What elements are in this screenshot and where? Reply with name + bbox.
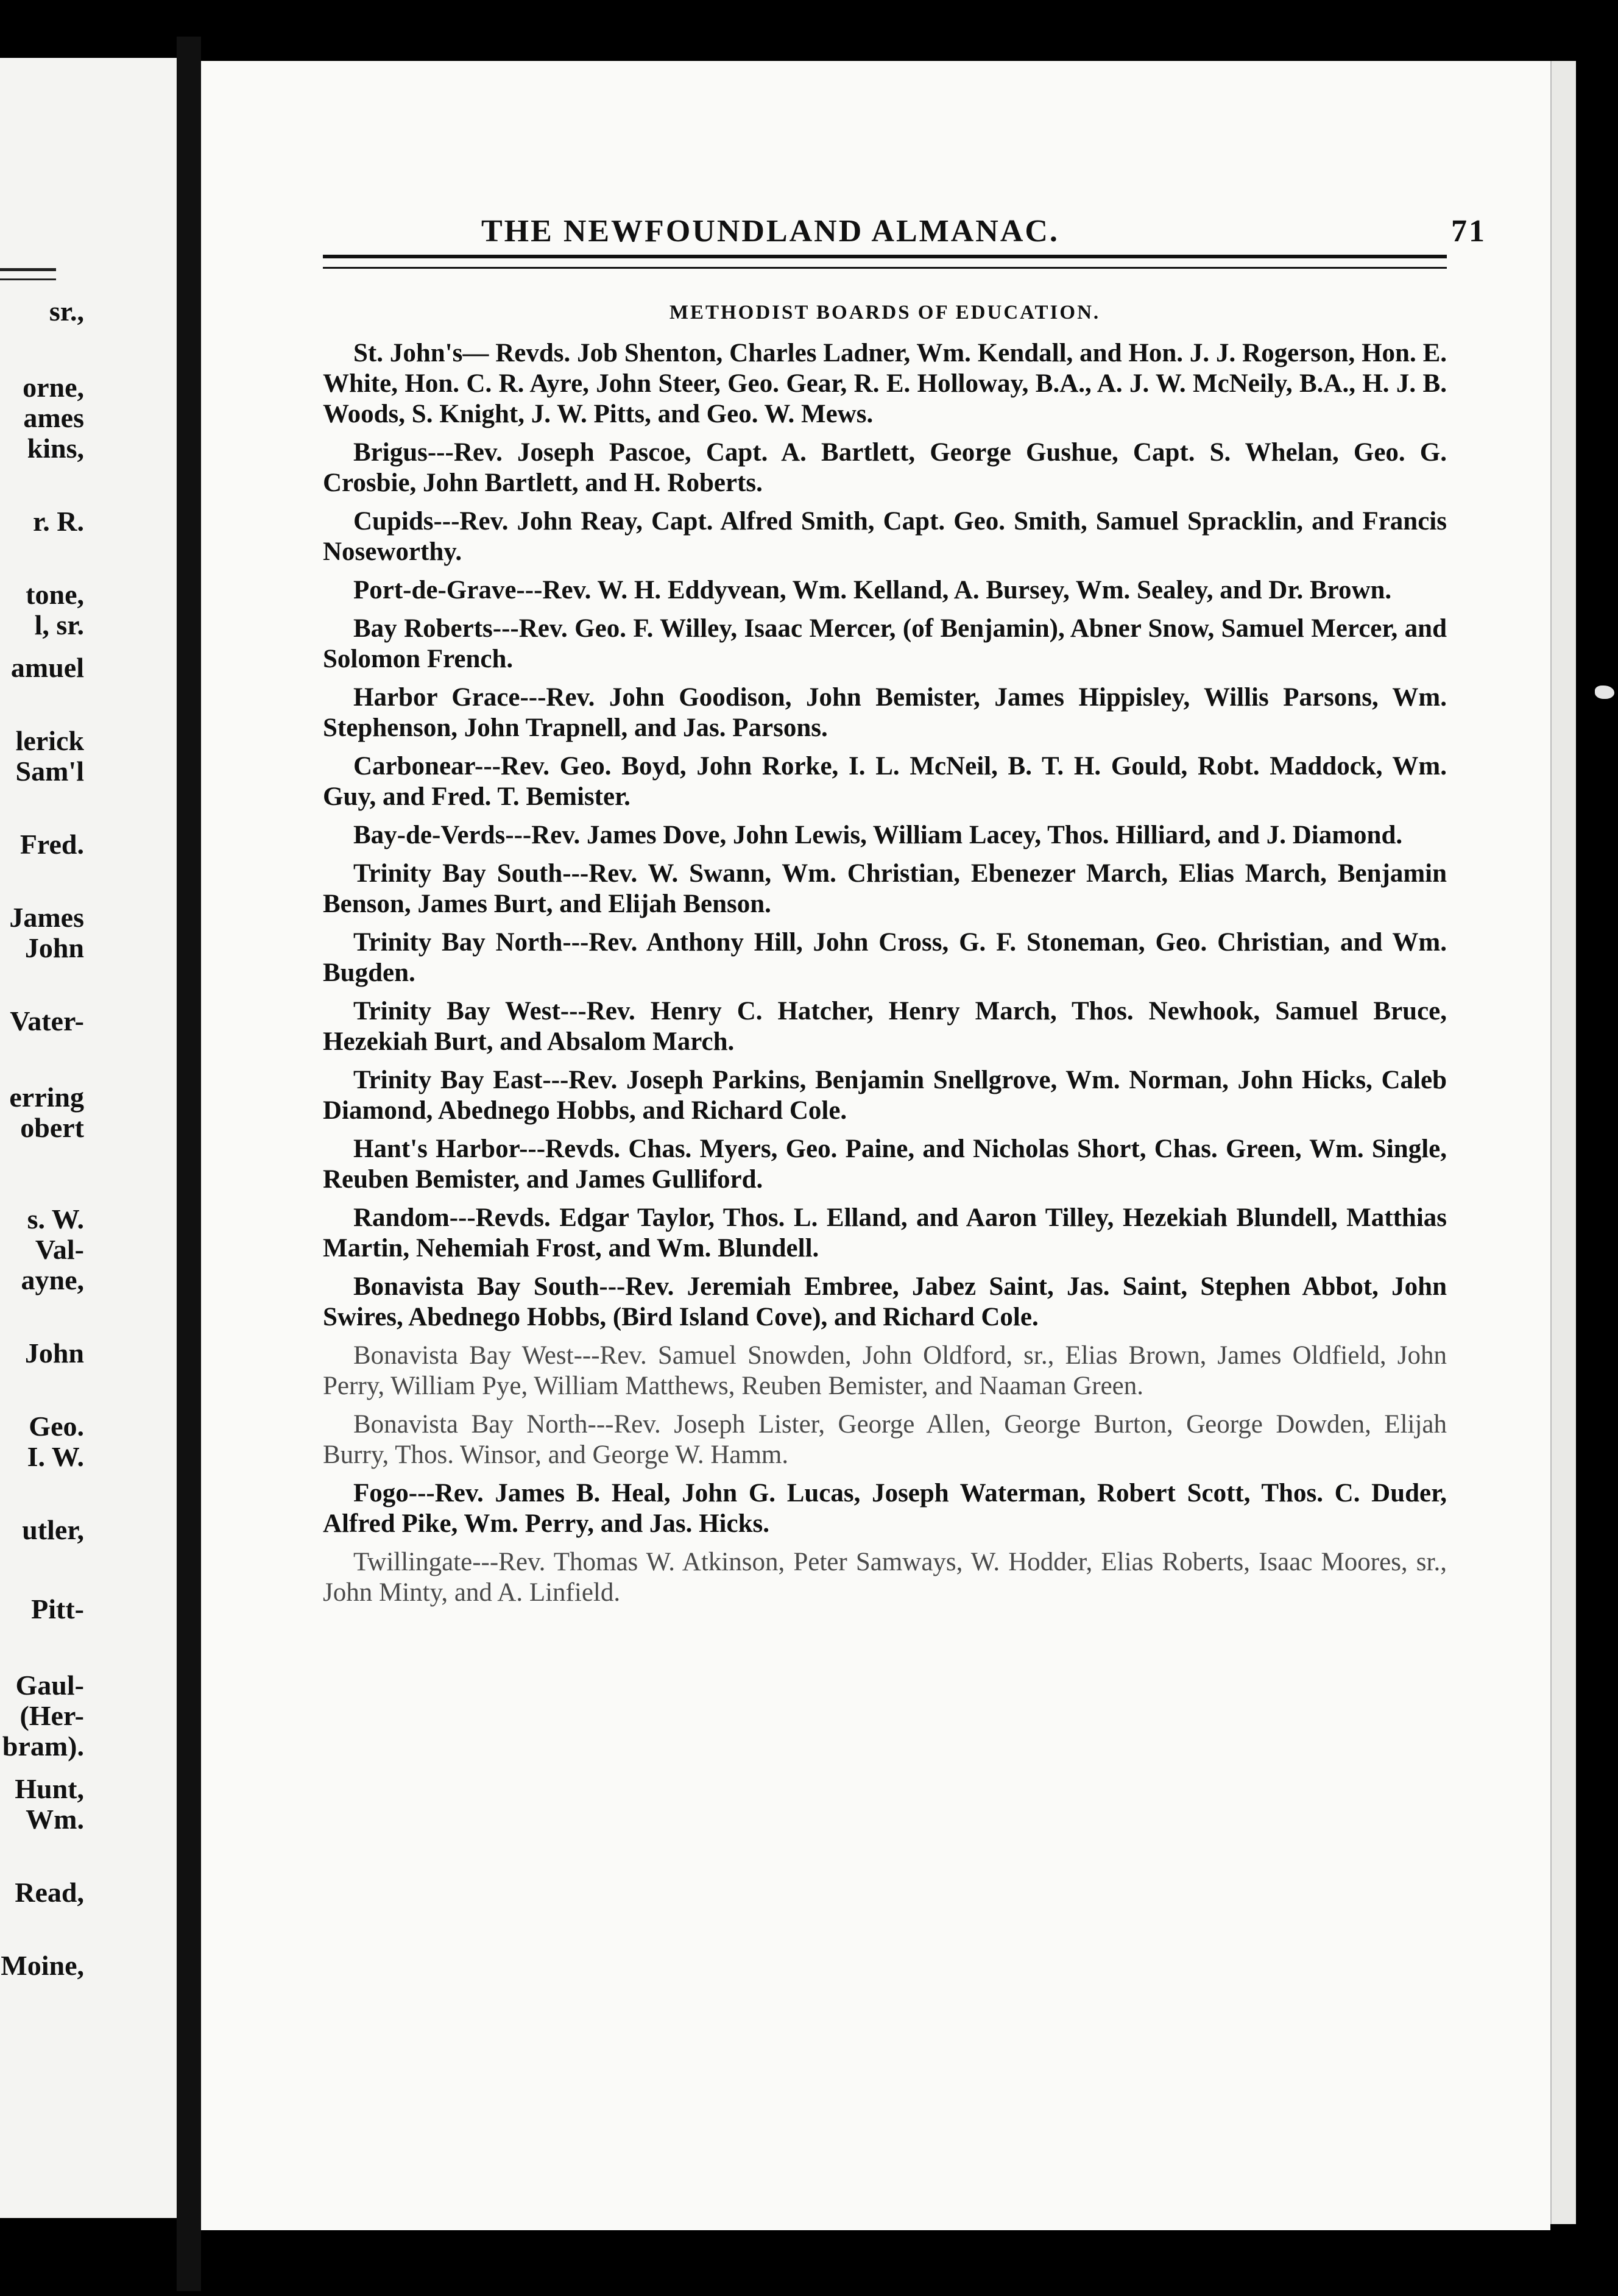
board-entry: Bay-de-Verds---Rev. James Dove, John Lewis, William Lacey, Thos. Hilliard, and J. Diamond. <box>353 821 1403 849</box>
left-fragment: Fred. <box>19 829 84 860</box>
board-entry: Bonavista Bay South---Rev. Jeremiah Embree, Jabez Saint, Jas. Saint, Stephen Abbot, John Swires, Abednego Hobbs, (Bird Island Cove), and Richard Cole. <box>323 1272 1447 1331</box>
left-fragment: Read, <box>15 1877 84 1908</box>
left-fragment: r. R. <box>33 506 84 537</box>
left-page-fragment <box>0 58 177 2218</box>
board-entry: Trinity Bay North---Rev. Anthony Hill, John Cross, G. F. Stoneman, Geo. Christian, and Wm. Bugden. <box>323 928 1447 987</box>
left-fragment: orne, <box>23 372 84 403</box>
board-entry: Port-de-Grave---Rev. W. H. Eddyvean, Wm. Kelland, A. Bursey, Wm. Sealey, and Dr. Brown. <box>353 576 1392 604</box>
left-fragment: lerick <box>15 725 84 756</box>
board-entry: Harbor Grace---Rev. John Goodison, John Bemister, James Hippisley, Willis Parsons, Wm. Stephenson, John Trapnell, and Jas. Parsons. <box>323 683 1447 742</box>
board-entry: St. John's— Revds. Job Shenton, Charles Ladner, Wm. Kendall, and Hon. J. J. Rogerson, Hon. E. White, Hon. C. R. Ayre, John Steer, Geo. Gear, R. E. Holloway, B.A., A. J. W. McNeily, B.A., H. J. B. Woods, S. Knight, J. W. Pitts, and Geo. W. Mews. <box>323 339 1447 428</box>
left-fragment: Moine, <box>1 1950 84 1981</box>
board-entry: Twillingate---Rev. Thomas W. Atkinson, Peter Samways, W. Hodder, Elias Roberts, Isaac Moores, sr., John Minty, and A. Linfield. <box>323 1548 1447 1607</box>
board-entry: Brigus---Rev. Joseph Pascoe, Capt. A. Bartlett, George Gushue, Capt. S. Whelan, Geo. G. Crosbie, John Bartlett, and H. Roberts. <box>323 438 1447 497</box>
left-fragment: Vater- <box>10 1005 84 1036</box>
book-gutter <box>177 37 201 2291</box>
scan-artifact <box>1595 686 1614 699</box>
left-fragment: (Her- <box>19 1700 84 1731</box>
board-entry: Trinity Bay West---Rev. Henry C. Hatcher, Henry March, Thos. Newhook, Samuel Bruce, Hezekiah Burt, and Absalom March. <box>323 997 1447 1056</box>
left-page-rule <box>0 268 56 280</box>
left-fragment: Sam'l <box>15 756 84 787</box>
left-fragment: Pitt- <box>31 1593 84 1625</box>
left-fragment: John <box>24 1338 84 1369</box>
left-fragment: Hunt, <box>15 1773 84 1804</box>
almanac-title: THE NEWFOUNDLAND ALMANAC. <box>481 214 1059 249</box>
board-entry: Fogo---Rev. James B. Heal, John G. Lucas, Joseph Waterman, Robert Scott, Thos. C. Duder, Alfred Pike, Wm. Perry, and Jas. Hicks. <box>323 1479 1447 1538</box>
left-fragment: ayne, <box>21 1264 84 1295</box>
board-list <box>323 338 1447 1616</box>
left-fragment: Val- <box>35 1234 84 1265</box>
left-fragment: tone, <box>26 579 84 610</box>
section-heading: METHODIST BOARDS OF EDUCATION. <box>669 302 1101 324</box>
scan-border-top <box>0 0 1618 37</box>
board-entry: Random---Revds. Edgar Taylor, Thos. L. Elland, and Aaron Tilley, Hezekiah Blundell, Matthias Martin, Nehemiah Frost, and Wm. Blundell. <box>323 1203 1447 1263</box>
board-entry: Bonavista Bay North---Rev. Joseph Lister, George Allen, George Burton, George Dowden, Elijah Burry, Thos. Winsor, and George W. Hamm. <box>323 1410 1447 1469</box>
left-fragment: erring <box>9 1082 84 1113</box>
right-page <box>201 61 1550 2230</box>
left-fragment: Gaul- <box>15 1670 84 1701</box>
left-fragment: Wm. <box>26 1804 84 1835</box>
board-entry: Carbonear---Rev. Geo. Boyd, John Rorke, I. L. McNeil, B. T. H. Gould, Robt. Maddock, Wm. Guy, and Fred. T. Bemister. <box>323 752 1447 811</box>
left-fragment: bram). <box>2 1731 84 1762</box>
left-fragment: utler, <box>22 1514 84 1545</box>
left-fragment: sr., <box>49 296 84 327</box>
left-fragment: Geo. <box>29 1411 84 1442</box>
board-entry: Bonavista Bay West---Rev. Samuel Snowden, John Oldford, sr., Elias Brown, James Oldfield, John Perry, William Pye, William Matthews, Reuben Bemister, and Naaman Green. <box>323 1341 1447 1400</box>
page-edge <box>1550 61 1576 2224</box>
left-fragment: l, sr. <box>34 609 84 640</box>
running-head <box>481 213 1486 249</box>
left-fragment: I. W. <box>27 1441 84 1472</box>
left-fragment: kins, <box>27 433 84 464</box>
board-entry: Trinity Bay South---Rev. W. Swann, Wm. Christian, Ebenezer March, Elias March, Benjamin Benson, James Burt, and Elijah Benson. <box>323 859 1447 918</box>
board-entry: Trinity Bay East---Rev. Joseph Parkins, Benjamin Snellgrove, Wm. Norman, John Hicks, Caleb Diamond, Abednego Hobbs, and Richard Cole. <box>323 1066 1447 1125</box>
page-number: 71 <box>1451 214 1486 249</box>
board-entry: Hant's Harbor---Revds. Chas. Myers, Geo. Paine, and Nicholas Short, Chas. Green, Wm. Single, Reuben Bemister, and James Gulliford. <box>323 1135 1447 1194</box>
left-fragment: John <box>24 932 84 963</box>
left-fragment: amuel <box>10 652 84 683</box>
left-fragment: ames <box>23 402 84 433</box>
left-fragment: James <box>9 902 84 933</box>
board-entry: Cupids---Rev. John Reay, Capt. Alfred Smith, Capt. Geo. Smith, Samuel Spracklin, and Francis Noseworthy. <box>323 507 1447 566</box>
left-fragment: obert <box>20 1112 84 1143</box>
board-entry: Bay Roberts---Rev. Geo. F. Willey, Isaac Mercer, (of Benjamin), Abner Snow, Samuel Mercer, and Solomon French. <box>323 614 1447 673</box>
left-fragment: s. W. <box>27 1203 84 1235</box>
header-rule <box>323 255 1447 269</box>
